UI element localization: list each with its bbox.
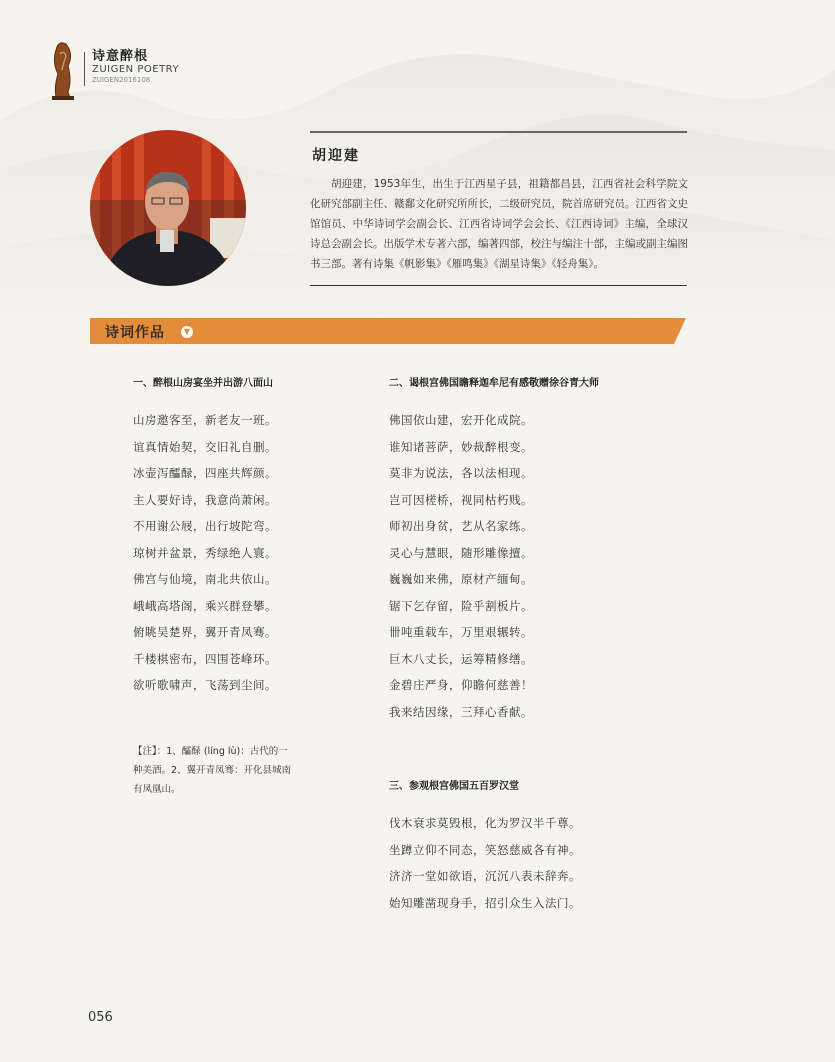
poem-line: 巍巍如来佛，原材产缅甸。 [389, 572, 533, 586]
poem-title: 一、醉根山房宴坐并出游八面山 [133, 378, 273, 389]
section-banner [90, 318, 686, 344]
author-bio: 胡迎建，1953年生，出生于江西星子县，祖籍都昌县，江西省社会科学院文化研究部副主任、赣鄱文化研究所所长，二级研究员，院首席研究员。江西省文史馆馆员、中华诗词学会副会长、江西省诗词学会会长、《江西诗词》主编，全球汉诗总会副会长。出版学术专著六部，编著四部，校注与编注十部，主编或副主编图书三部。著有诗集《帆影集》《雁鸣集》《湖星诗集》《轻舟集》。 [310, 178, 688, 270]
brand-title-cn: 诗意醉根 [92, 49, 149, 64]
poem-line: 冰壶泻醽醁，四座共辉颜。 [133, 466, 277, 480]
poem-line: 岂可因槎桥，视同枯朽贱。 [389, 492, 533, 507]
poem-line: 欲听歌啸声，飞荡到尘间。 [133, 678, 277, 692]
poem-line: 佛国依山建，宏开化成院。 [389, 413, 533, 427]
poem-1 [133, 374, 277, 699]
poem-line: 谊真情始契，交旧礼自删。 [133, 439, 277, 454]
poem-line: 千楼棋密布，四围苍峰环。 [133, 651, 277, 666]
poem-title: 二、谒根宫佛国瞻释迦牟尼有感敬赠徐谷青大师 [389, 378, 599, 389]
poem-line: 济济一堂如欲语，沉沉八表未辞奔。 [389, 869, 581, 883]
poem-line: 灵心与慧眼，随形雕像擅。 [389, 545, 533, 560]
page-number: 056 [88, 1010, 113, 1025]
poem-line: 坐蹲立仰不同态，笑怒慈威各有神。 [389, 842, 581, 857]
poem-3 [389, 777, 581, 916]
poem-line: 始知雕凿现身手，招引众生入法门。 [389, 895, 581, 910]
author-portrait [90, 130, 246, 286]
poem-line: 莫非为说法，各以法相现。 [389, 466, 533, 480]
poem-line: 伐木衰求莫毁根，化为罗汉半千尊。 [389, 816, 581, 830]
poem-line: 峨峨高塔阁，乘兴群登攀。 [133, 598, 277, 613]
section-title: 诗词作品 [105, 325, 165, 341]
poem-2 [389, 374, 599, 725]
poem-line: 巨木八丈长，运筹精修缮。 [389, 651, 533, 666]
poem-line: 主人要好诗，我意尚萧闲。 [133, 492, 277, 507]
poem-body [133, 407, 277, 699]
poem-line: 俯眺吴楚界，翼开青凤骞。 [133, 625, 277, 639]
bio-bottom-divider [310, 285, 687, 286]
poem-line: 佛宫与仙境，南北共依山。 [133, 572, 277, 586]
poem-line: 我来结因缘，三拜心香献。 [389, 704, 533, 719]
poem-line: 琼树并盆景，秀绿绝人寰。 [133, 545, 277, 560]
poem-line: 锯下乞存留，险乎割板片。 [389, 598, 533, 613]
issue-number: ZUIGEN2016108 [92, 76, 151, 84]
poem-body [389, 407, 599, 725]
footnote: 【注】：1、醽醁 (líng lù)：古代的一种美酒。2、翼开青凤骞：开化县城南有凤凰山。 [133, 746, 292, 795]
poem-line: 卌吨重载车，万里艰辗转。 [389, 625, 533, 639]
header-brand [88, 50, 179, 85]
poem-line: 山房邀客至，新老友一班。 [133, 413, 277, 427]
poem-line: 师初出身贫，艺从名家练。 [389, 519, 533, 533]
poem-title: 三、参观根宫佛国五百罗汉堂 [389, 781, 519, 792]
brand-title-en: ZUIGEN POETRY [92, 64, 180, 75]
chevron-down-icon: ▼ [181, 326, 193, 338]
header-divider [84, 52, 85, 86]
bio-top-divider [310, 131, 687, 133]
poem-body [389, 810, 581, 916]
poem-line: 不用谢公屐，出行坡陀弯。 [133, 519, 277, 533]
author-name: 胡迎建 [312, 148, 360, 164]
poem-line: 金碧庄严身，仰瞻何慈善！ [389, 678, 533, 692]
poem-line: 谁知诸菩萨，妙裁醉根变。 [389, 439, 533, 454]
root-sculpture-logo [48, 40, 78, 100]
